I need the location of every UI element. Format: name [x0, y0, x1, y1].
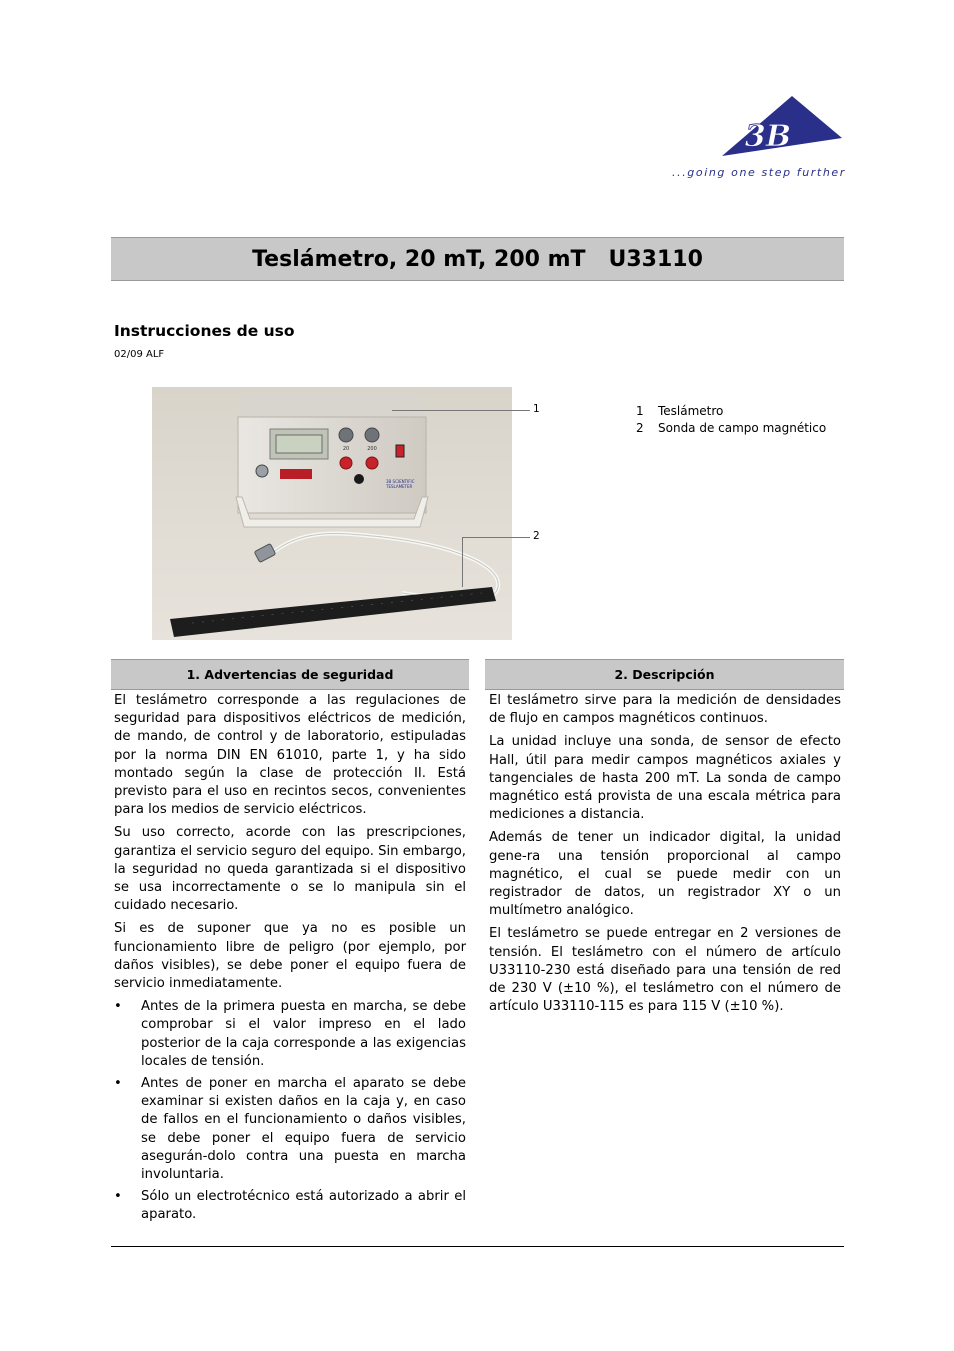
- description-column: [489, 692, 841, 1021]
- logo-text: 3B: [744, 119, 792, 154]
- device-brand-marking: 3B SCIENTIFIC: [386, 479, 415, 484]
- footer-rule: [111, 1246, 844, 1247]
- output-jack-left: [340, 457, 352, 469]
- document-subtitle: Instrucciones de uso: [114, 322, 295, 340]
- safety-column: [114, 692, 466, 1229]
- legend-item: [636, 403, 826, 420]
- ground-jack: [354, 474, 364, 484]
- probe-socket: [256, 465, 268, 477]
- callout-leader-2: [462, 537, 463, 587]
- range-knob-right: [365, 428, 379, 442]
- list-item: [114, 998, 466, 1071]
- page-title: Teslámetro, 20 mT, 200 mT U33110: [252, 246, 703, 272]
- safety-paragraph: Si es de suponer que ya no es posible un funcionamiento libre de peligro (por ejemplo, por daños visibles), se debe poner el equipo fuera de servicio inmediatamente.: [114, 921, 466, 992]
- list-item-text: Sólo un electrotécnico está autorizado a abrir el aparato.: [141, 1189, 466, 1223]
- description-paragraph: Además de tener un indicador digital, la unidad gene-ra una tensión proporcional al campo magnético, el cual se puede medir con un registrador de datos, un registrador XY o un multímetro analógico.: [489, 830, 841, 919]
- output-jack-right: [366, 457, 378, 469]
- callout-line-2: [462, 537, 530, 538]
- safety-paragraph: Su uso correcto, acorde con las prescripciones, garantiza el servicio seguro del equipo. Sin embargo, la seguridad no queda garantizada si el dispositivo se usa incorrectamente o se lo manipula sin el cuidado necesario.: [114, 825, 466, 914]
- list-item-text: Antes de la primera puesta en marcha, se debe comprobar si el valor impreso en el lado posterior de la caja corresponde a las exigencias locales de tensión.: [141, 999, 466, 1069]
- bullet-icon: •: [114, 1076, 122, 1092]
- legend-item-number: 2: [636, 421, 644, 435]
- list-item-text: Antes de poner en marcha el aparato se debe examinar si existen daños en la caja y, en caso de fallos en el funcionamiento o daños visibles, se debe poner el equipo fuera de servicio asegurán-dolo contra una puesta en marcha involuntaria.: [141, 1076, 466, 1183]
- device-body: [238, 417, 426, 513]
- list-item: [114, 1188, 466, 1224]
- document-code: 02/09 ALF: [114, 349, 165, 360]
- legend-item: [636, 420, 826, 437]
- logo-registered-mark: ®: [820, 129, 829, 139]
- figure-legend: [636, 403, 826, 437]
- legend-item-number: 1: [636, 404, 644, 418]
- device-model-marking: TESLAMETER: [386, 484, 413, 489]
- safety-bullet-list: [114, 998, 466, 1224]
- description-paragraph: El teslámetro se puede entregar en 2 versiones de tensión. El teslámetro con el número de artículo U33110-230 está diseñado para una tensión de red de 230 V (±10 %), el teslámetro con el número de artículo U33110-115 es para 115 V (±10 %).: [489, 926, 841, 1015]
- list-item: [114, 1075, 466, 1184]
- brand-tagline: ...going one step further: [672, 166, 846, 179]
- description-paragraph: El teslámetro sirve para la medición de densidades de flujo en campos magnéticos continuos.: [489, 693, 841, 727]
- callout-line-1: [392, 410, 530, 411]
- section-heading-safety: 1. Advertencias de seguridad: [111, 659, 469, 690]
- legend-item-label: Teslámetro: [658, 404, 724, 418]
- callout-number-2: 2: [533, 530, 540, 542]
- legend-item-label: Sonda de campo magnético: [658, 421, 827, 435]
- bullet-icon: •: [114, 999, 122, 1015]
- product-photo: [152, 387, 512, 640]
- bullet-icon: •: [114, 1189, 122, 1205]
- callout-number-1: 1: [533, 403, 540, 415]
- range-label-20: 20: [342, 446, 350, 452]
- device-top: [238, 393, 426, 417]
- range-label-200: 200: [367, 446, 377, 452]
- range-knob-left: [339, 428, 353, 442]
- power-switch: [396, 445, 404, 457]
- title-bar: [111, 237, 844, 281]
- safety-paragraph: El teslámetro corresponde a las regulaciones de seguridad para dispositivos eléctricos de medición, de mando, de control y de laboratorio, estipuladas por la norma DIN EN 61010, parte 1, y ha sido montado según la clase de protección II. Está previsto para el uso en recintos secos, convenientes para los medios de servicio eléctricos.: [114, 693, 466, 818]
- description-paragraph: La unidad incluye una sonda, de sensor de efecto Hall, útil para medir campos magnéticos axiales y tangenciales de hasta 200 mT. La sonda de campo magnético está provista de una escala métrica para mediciones a distancia.: [489, 734, 841, 823]
- section-heading-description: 2. Descripción: [485, 659, 844, 690]
- lcd-screen: [276, 435, 322, 453]
- selector-panel: [280, 469, 312, 479]
